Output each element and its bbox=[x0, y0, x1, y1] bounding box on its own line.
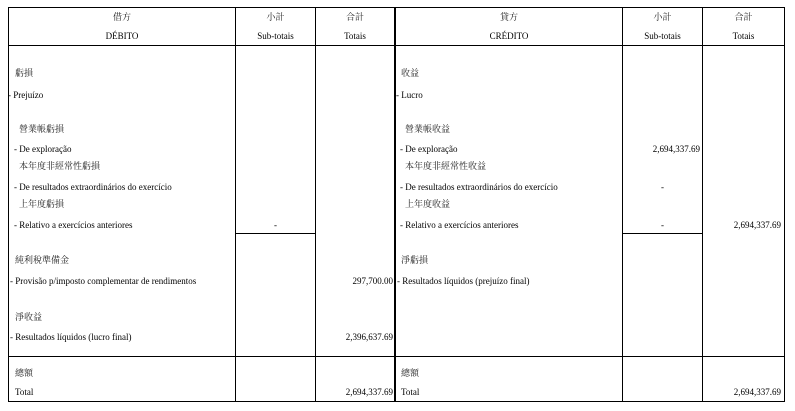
debit-prejuizo-zh: 虧損 bbox=[15, 69, 34, 79]
border-right bbox=[784, 7, 785, 402]
debit-prejuizo-label: - Prejuízo bbox=[8, 90, 44, 100]
credit-anteriores-zh: 上年度收益 bbox=[405, 200, 451, 210]
credit-lucro-zh: 收益 bbox=[401, 69, 420, 79]
debit-provisao-total: 297,700.00 bbox=[352, 276, 393, 286]
border-left bbox=[8, 7, 9, 402]
debit-lucro-total: 2,396,637.69 bbox=[345, 332, 393, 342]
header-debit-total-zh: 合計 bbox=[345, 13, 364, 23]
header-debit: DÉBITO bbox=[105, 31, 139, 41]
header-credit-zh: 貸方 bbox=[499, 13, 518, 23]
divider-center bbox=[394, 7, 396, 402]
debit-total-value: 2,694,337.69 bbox=[345, 387, 393, 397]
debit-anteriores-zh: 上年度虧損 bbox=[19, 200, 65, 210]
debit-lucro-label: - Resultados líquidos (lucro final) bbox=[10, 332, 132, 342]
header-rule bbox=[8, 45, 785, 46]
credit-extra-zh: 本年度非經常性收益 bbox=[405, 162, 487, 172]
debit-provisao-zh: 純利稅準備金 bbox=[15, 256, 70, 266]
credit-exploracao-subtotal: 2,694,337.69 bbox=[652, 144, 700, 154]
credit-total-label: Total bbox=[401, 387, 420, 397]
credit-prejuizo-label: - Resultados líquidos (prejuízo final) bbox=[397, 276, 530, 286]
debit-exploracao-label: - De exploração bbox=[14, 144, 72, 154]
credit-subtotal-rule bbox=[622, 233, 703, 234]
credit-total-rule bbox=[395, 356, 785, 357]
debit-total-zh: 總額 bbox=[15, 369, 34, 379]
debit-anteriores-subtotal: - bbox=[274, 220, 277, 230]
credit-exploracao-label: - De exploração bbox=[400, 144, 458, 154]
debit-subtotal-rule bbox=[235, 233, 316, 234]
debit-total-rule bbox=[8, 356, 395, 357]
debit-exploracao-section-zh: 營業帳虧損 bbox=[19, 125, 65, 135]
header-debit-subtotal-zh: 小計 bbox=[266, 13, 285, 23]
debit-anteriores-label: - Relativo a exercícios anteriores bbox=[14, 220, 133, 230]
debit-provisao-label: - Provisão p/imposto complementar de rendimentos bbox=[10, 276, 197, 286]
header-credit-total-zh: 合計 bbox=[734, 13, 753, 23]
header-debit-total: Totais bbox=[344, 31, 366, 41]
credit-lucro-label: - Lucro bbox=[396, 90, 423, 100]
credit-exploracao-section-zh: 營業帳收益 bbox=[405, 125, 451, 135]
header-credit-subtotal-zh: 小計 bbox=[653, 13, 672, 23]
header-debit-subtotal: Sub-totais bbox=[257, 31, 294, 41]
credit-total-value: 2,694,337.69 bbox=[733, 387, 781, 397]
credit-extra-label: - De resultados extraordinários do exercício bbox=[400, 182, 558, 192]
debit-extra-label: - De resultados extraordinários do exercício bbox=[14, 182, 172, 192]
credit-prejuizo-zh: 淨虧損 bbox=[401, 256, 429, 266]
header-credit-subtotal: Sub-totais bbox=[644, 31, 681, 41]
header-debit-zh: 借方 bbox=[112, 13, 131, 23]
divider-credit-total bbox=[702, 7, 703, 402]
credit-extra-subtotal: - bbox=[661, 182, 664, 192]
debit-lucro-zh: 淨收益 bbox=[15, 313, 43, 323]
header-credit-total: Totais bbox=[732, 31, 755, 41]
credit-anteriores-total: 2,694,337.69 bbox=[733, 220, 781, 230]
border-top bbox=[8, 7, 785, 8]
credit-anteriores-label: - Relativo a exercícios anteriores bbox=[400, 220, 519, 230]
divider-credit-subtotal bbox=[622, 7, 623, 402]
credit-anteriores-subtotal: - bbox=[661, 220, 664, 230]
divider-debit-subtotal bbox=[235, 7, 236, 402]
header-credit: CRÉDITO bbox=[489, 31, 529, 41]
debit-total-label: Total bbox=[15, 387, 34, 397]
credit-total-zh: 總額 bbox=[401, 369, 420, 379]
border-bottom bbox=[8, 401, 785, 402]
debit-extra-zh: 本年度非經常性虧損 bbox=[19, 162, 101, 172]
